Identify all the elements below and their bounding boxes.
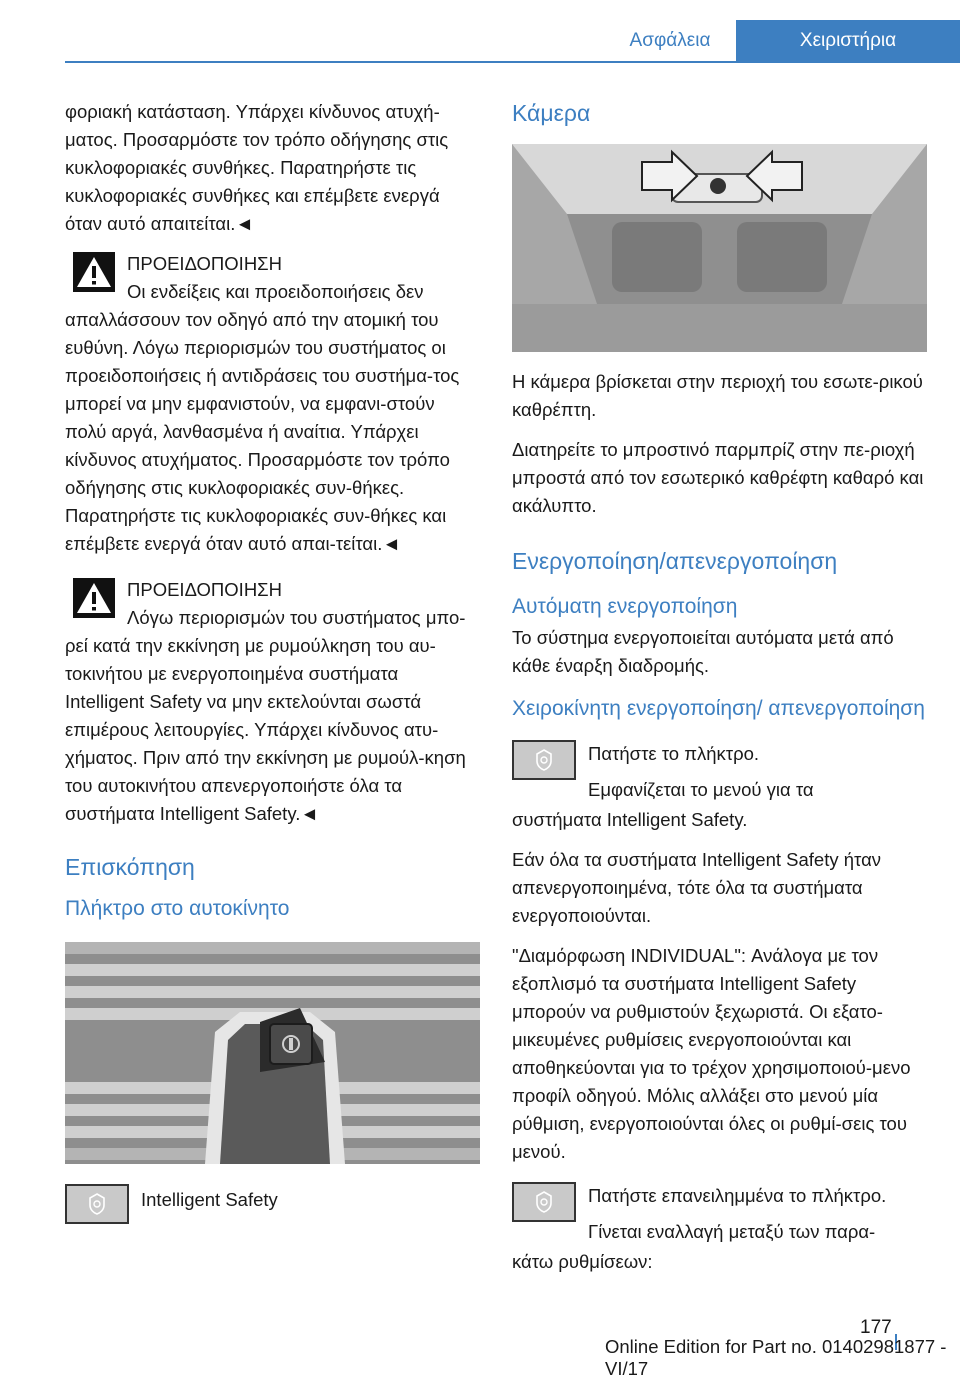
- warning-text-start: Οι ενδείξεις και προειδοποιήσεις δεν: [127, 281, 424, 302]
- heading-overview: Επισκόπηση: [65, 854, 195, 880]
- intelligent-safety-icon: [535, 1191, 553, 1213]
- right-column: [512, 98, 927, 1288]
- page-number: 177: [860, 1317, 892, 1338]
- warning-text: απαλλάσσουν τον οδηγό από την ατομική του ευθύνη. Λόγω περιορισμών του συστήματος οι προειδοποιήσεις ή αντιδράσεις του συστήμα-τος μπορεί να μην εμφανιστούν, να εμφανι-στούν πολύ αργά, λανθασμένα ή αναίτια. Υπάρχει κίνδυνος ατυχήματος. Προσαρμόστε τον τρόπο οδήγησης στις κυκλοφοριακές συν-θήκες. Παρατηρήστε τις κυκλοφοριακές συν-θήκες και επέμβετε ενεργά όταν αυτό απαι-τείται.◄: [65, 309, 460, 554]
- manual-press-row: [512, 740, 927, 804]
- repeat-text: κάτω ρυθμίσεων:: [512, 1251, 653, 1272]
- manual-menu-text-start: Εμφανίζεται το μενού για τα: [588, 779, 814, 800]
- left-column: [65, 98, 480, 1226]
- manual-press-text: Πατήστε το πλήκτρο.: [588, 743, 760, 764]
- heading-auto-activation: Αυτόματη ενεργοποίηση: [512, 595, 738, 618]
- intelligent-safety-icon: [535, 749, 553, 771]
- header-rule: [65, 61, 960, 63]
- warning-block-2: [65, 576, 480, 828]
- button-photo: [65, 942, 480, 1164]
- tab-safety[interactable]: Ασφάλεια: [629, 29, 711, 51]
- warning-block-1: [65, 250, 480, 558]
- repeat-press-text: Πατήστε επανειλημμένα το πλήκτρο.: [588, 1185, 887, 1206]
- heading-manual-activation: Χειροκίνητη ενεργοποίηση/ απενεργοποίηση: [512, 697, 925, 720]
- camera-photo: [512, 144, 927, 352]
- button-legend-row: [65, 1184, 480, 1226]
- intelligent-safety-icon: [88, 1193, 106, 1215]
- camera-paragraph-2: Διατηρείτε το μπροστινό παρμπρίζ στην πε-ριοχή μπροστά από τον εσωτερικό καθρέφτη καθαρό και ακάλυπτο.: [512, 439, 924, 516]
- repeat-press-row: [512, 1182, 927, 1246]
- footer-edition: Online Edition for Part no. 01402981877 - VI/17: [605, 1336, 947, 1379]
- warning-icon: [73, 252, 115, 292]
- intelligent-safety-button-image: [512, 1182, 576, 1222]
- manual-menu-text: συστήματα Intelligent Safety.: [512, 809, 748, 830]
- heading-camera: Κάμερα: [512, 100, 591, 126]
- warning-title: ΠΡΟΕΙΔΟΠΟΙΗΣΗ: [127, 253, 282, 274]
- warning-text: ρεί κατά την εκκίνηση με ρυμούλκηση του αυ-τοκινήτου με ενεργοποιημένα συστήματα Intelligent Safety να μην εκτελούνται σωστά επιμέρους λειτουργίες. Υπάρχει κίνδυνος ατυ-χήματος. Πριν από την εκκίνηση με ρυμούλ-κηση του αυτοκινήτου απενεργοποιήστε όλα τα συστήματα Intelligent Safety.◄: [65, 635, 466, 824]
- intelligent-safety-button-image: [512, 740, 576, 780]
- heading-activation: Ενεργοποίηση/απενεργοποίηση: [512, 548, 838, 574]
- tab-controls[interactable]: Χειριστήρια: [736, 20, 960, 61]
- header-tabs: [604, 20, 960, 61]
- warning-icon: [73, 578, 115, 618]
- manual-paragraph-3: Εάν όλα τα συστήματα Intelligent Safety ήταν απενεργοποιημένα, τότε όλα τα συστήματα ενεργοποιούνται.: [512, 849, 882, 926]
- repeat-text-start: Γίνεται εναλλαγή μεταξύ των παρα-: [588, 1221, 876, 1242]
- manual-paragraph-4: "Διαμόρφωση INDIVIDUAL": Ανάλογα με τον εξοπλισμό τα συστήματα Intelligent Safety μπορούν να ρυθμιστούν ξεχωριστά. Οι εξατο-μικευμένες ρυθμίσεις ενεργοποιούνται και αποθηκεύονται για το τρέχον χρησιμοποιού-μενο προφίλ οδηγού. Μόλις αλλάξει στο μενού μία ρύθμιση, ενεργοποιούνται όλες οι ρυθμί-σεις του μενού.: [512, 945, 911, 1162]
- warning-title: ΠΡΟΕΙΔΟΠΟΙΗΣΗ: [127, 579, 282, 600]
- heading-button-in-car: Πλήκτρο στο αυτοκίνητο: [65, 897, 290, 920]
- auto-activation-paragraph: Το σύστημα ενεργοποιείται αυτόματα μετά από κάθε έναρξη διαδρομής.: [512, 627, 894, 676]
- button-label: Intelligent Safety: [141, 1189, 278, 1210]
- camera-paragraph-1: Η κάμερα βρίσκεται στην περιοχή του εσωτε-ρικού καθρέπτη.: [512, 371, 923, 420]
- warning-text-start: Λόγω περιορισμών του συστήματος μπο-: [127, 607, 466, 628]
- intelligent-safety-button-image: [65, 1184, 129, 1224]
- intro-paragraph: φοριακή κατάσταση. Υπάρχει κίνδυνος ατυχή-ματος. Προσαρμόστε τον τρόπο οδήγησης στις κυκλοφοριακές συνθήκες. Παρατηρήστε τις κυκλοφοριακές συνθήκες και επέμβετε ενεργά όταν αυτό απαιτείται.◄: [65, 101, 449, 234]
